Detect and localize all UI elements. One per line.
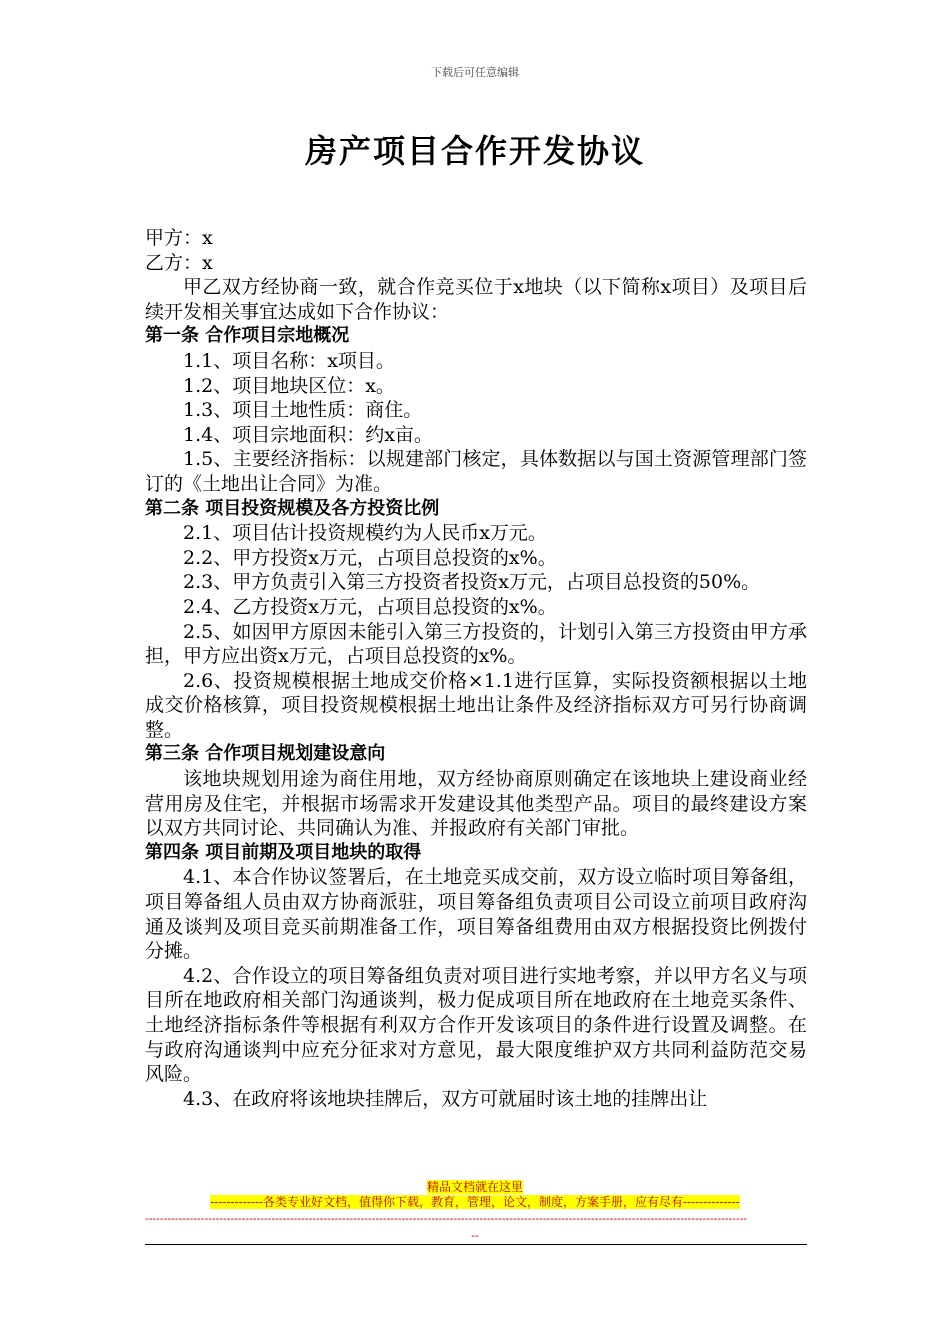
section-heading: 第一条 合作项目宗地概况	[145, 325, 350, 347]
body-paragraph: 1.4、项目宗地面积：约x亩。	[183, 423, 433, 446]
body-paragraph: 该地块规划用途为商住用地，双方经协商原则确定在该地块上建设商业经营用房及住宅，并根据市场需求开发建设其他类型产品。项目的最终建设方案以双方共同讨论、共同确认为准、并报政府有关部门审批。	[145, 768, 807, 840]
body-paragraph: 甲方：x	[145, 227, 213, 249]
body-paragraph: 2.2、甲方投资x万元，占项目总投资的x%。	[183, 546, 557, 569]
body-paragraph: 1.3、项目土地性质：商住。	[183, 399, 423, 422]
section-heading: 第三条 合作项目规划建设意向	[145, 743, 386, 765]
download-note: 下载后可任意编辑	[431, 66, 519, 79]
body-paragraph: 2.4、乙方投资x万元，占项目总投资的x%。	[183, 595, 557, 618]
body-paragraph: 1.1、项目名称：x项目。	[183, 349, 395, 372]
body-paragraph: 1.5、主要经济指标：以规建部门核定，具体数据以与国土资源管理部门签订的《土地出让合同》为准。	[145, 448, 807, 495]
body-paragraph: 甲乙双方经协商一致，就合作竞买位于x地块（以下简称x项目）及项目后续开发相关事宜达成如下合作协议：	[145, 276, 807, 323]
document-title: 房产项目合作开发协议	[304, 132, 645, 170]
footer-banner-text: -------------各类专业好文档，值得你下载，教育，管理，论文，制度，方案手册，应有尽有--------------	[210, 1195, 740, 1209]
body-paragraph: 2.6、投资规模根据土地成交价格×1.1进行匡算，实际投资额根据以土地成交价格核算，项目投资规模根据土地出让条件及经济指标双方可另行协商调整。	[145, 669, 807, 741]
body-paragraph: 2.3、甲方负责引入第三方投资者投资x万元，占项目总投资的50%。	[183, 571, 761, 594]
section-heading: 第四条 项目前期及项目地块的取得	[145, 841, 422, 863]
footer-banner	[0, 1180, 950, 1210]
section-heading: 第二条 项目投资规模及各方投资比例	[145, 497, 440, 519]
body-paragraph: 4.1、本合作协议签署后，在土地竞买成交前，双方设立临时项目筹备组，项目筹备组人员由双方协商派驻，项目筹备组负责项目公司设立前项目政府沟通及谈判及项目竞买前期准备工作，项目筹备组费用由双方根据投资比例拨付分摊。	[145, 866, 807, 963]
body-paragraph: 乙方：x	[145, 251, 213, 274]
footer-dash-line: ------------------------------------------------------------------------------------------------------------------------------------------------------------------	[145, 1212, 748, 1225]
body-paragraph: 4.3、在政府将该地块挂牌后，双方可就届时该土地的挂牌出让	[183, 1087, 708, 1110]
document-body	[145, 226, 807, 1111]
footer-banner-title: 精品文档就在这里	[426, 1180, 523, 1194]
footer-rule	[145, 1244, 807, 1245]
body-paragraph: 1.2、项目地块区位：x。	[183, 374, 395, 397]
footer-dash-tail: --	[471, 1229, 479, 1242]
body-paragraph: 2.1、项目估计投资规模约为人民币x万元。	[183, 522, 547, 545]
body-paragraph: 4.2、合作设立的项目筹备组负责对项目进行实地考察，并以甲方名义与项目所在地政府相关部门沟通谈判，极力促成项目所在地政府在土地竞买条件、土地经济指标条件等根据有利双方合作开发该项目的条件进行设置及调整。在与政府沟通谈判中应充分征求对方意见，最大限度维护双方共同利益防范交易风险。	[145, 964, 807, 1086]
body-paragraph: 2.5、如因甲方原因未能引入第三方投资的，计划引入第三方投资由甲方承担，甲方应出资x万元，占项目总投资的x%。	[145, 620, 807, 668]
